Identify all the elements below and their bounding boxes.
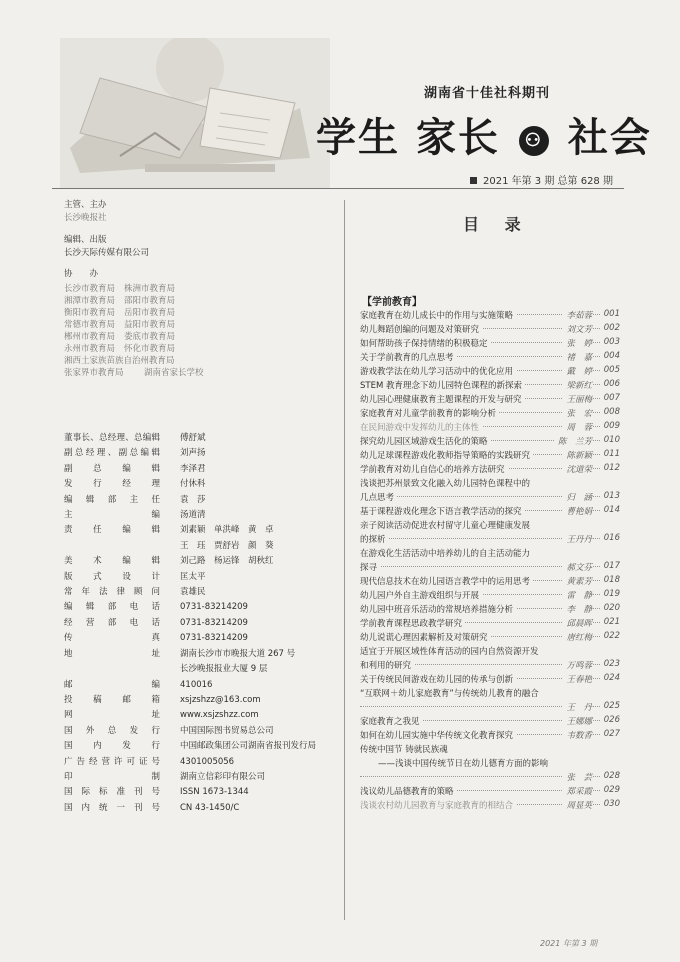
toc-entry[interactable] <box>360 323 620 337</box>
co-sponsor-label: 协 办 <box>64 269 99 279</box>
toc-entry-page: 022 <box>601 631 620 641</box>
staff-row <box>64 431 334 446</box>
toc-entry-title: 游戏教学法在幼儿学习活动中的优化应用 <box>360 365 516 377</box>
toc-entry[interactable] <box>360 505 620 519</box>
co-sponsor-list <box>64 284 314 380</box>
toc-entry-title: 家庭教育对儿童学前教育的影响分析 <box>360 407 499 419</box>
staff-value: 傅舒斌 <box>180 433 206 443</box>
staff-value: www.xsjzshzz.com <box>180 710 259 721</box>
publication-badge: 湖南省十佳社科期刊 <box>424 86 551 101</box>
toc-entry-page: 026 <box>601 715 620 725</box>
magazine-title <box>316 106 652 163</box>
toc-entry[interactable] <box>360 659 620 673</box>
toc-entry[interactable] <box>360 407 620 421</box>
toc-entry[interactable] <box>360 743 620 757</box>
toc-entry-title: 幼儿园心理健康教育主题课程的开发与研究 <box>360 393 525 405</box>
toc-entry-page: 005 <box>601 365 620 375</box>
co-sponsor-row: 长沙市教育局 株洲市教育局 <box>64 284 176 294</box>
page-footer: 2021 年第 3 期 <box>540 939 598 948</box>
staff-role: 地址 <box>64 648 160 659</box>
toc-entry-author: 韦数香 <box>563 729 592 741</box>
staff-role: 国内发行 <box>64 741 160 752</box>
staff-value: 410016 <box>180 679 213 690</box>
toc-entry[interactable] <box>360 533 620 547</box>
toc-entry-title: 幼儿舞蹈创编的问题及对策研究 <box>360 323 482 335</box>
toc-entry[interactable] <box>360 435 620 449</box>
toc-entry-page: 018 <box>601 575 620 585</box>
toc-entry[interactable] <box>360 673 620 687</box>
toc-entry-page: 006 <box>601 379 620 389</box>
toc-entry-title: 幼儿园中班音乐活动的常规培养措施分析 <box>360 603 516 615</box>
toc-entry-author: 沈道荣 <box>563 463 592 475</box>
staff-value: 0731-83214209 <box>180 633 248 644</box>
title-part-society: 社会 <box>567 114 652 161</box>
staff-role: 国外总发行 <box>64 725 160 736</box>
staff-role: 责任编辑 <box>64 525 160 536</box>
toc-entry-page: 004 <box>601 351 620 361</box>
toc-entry[interactable] <box>360 421 620 435</box>
toc-entry-page: 011 <box>601 449 620 459</box>
publisher-label: 编辑、出版 <box>64 235 107 245</box>
toc-entry-page: 001 <box>601 309 620 319</box>
toc-entry-title: 传统中国节 铸就民族魂 <box>360 743 451 755</box>
staff-role: 美术编辑 <box>64 556 160 567</box>
staff-row <box>64 755 334 770</box>
toc-entry[interactable] <box>360 337 620 351</box>
co-sponsor-row: 郴州市教育局 娄底市教育局 <box>64 332 176 342</box>
toc-entry-author: 张 婷 <box>563 337 592 349</box>
staff-row <box>64 616 334 631</box>
staff-value: xsjzshzz@163.com <box>180 694 261 705</box>
staff-role: 国际标准刊号 <box>64 787 160 798</box>
toc-entry-author: 王丽梅 <box>563 393 592 405</box>
toc-entry-author: 梁新红 <box>563 379 592 391</box>
toc-entry-author: 周 蓉 <box>563 421 592 433</box>
square-bullet-icon <box>470 177 477 184</box>
toc-entry[interactable] <box>360 575 620 589</box>
toc-entry[interactable] <box>360 547 620 561</box>
toc-entry-author: 万鸣蓉 <box>563 659 592 671</box>
staff-value: 4301005056 <box>180 756 235 767</box>
issue-number: 2021 年第 3 期 总第 628 期 <box>483 176 613 187</box>
toc-entry-page: 029 <box>601 785 620 795</box>
toc-entry-page: 021 <box>601 617 620 627</box>
toc-entry[interactable] <box>360 589 620 603</box>
toc-entry-title: 几点思考 <box>360 491 397 503</box>
toc-entry[interactable] <box>360 715 620 729</box>
staff-value: 付休科 <box>180 479 206 490</box>
staff-role: 印制 <box>64 771 160 782</box>
staff-value: 中国邮政集团公司湖南省报刊发行局 <box>180 741 317 752</box>
staff-role: 网址 <box>64 710 160 721</box>
staff-row <box>64 770 334 785</box>
toc-entry-title: 浅议幼儿品德教育的策略 <box>360 785 457 797</box>
toc-entry-page: 025 <box>601 701 620 711</box>
toc-entry-title: 和利用的研究 <box>360 659 414 671</box>
co-sponsor-row: 永州市教育局 怀化市教育局 <box>64 344 176 354</box>
toc-entry-title: 如何在幼儿园实施中华传统文化教育探究 <box>360 729 516 741</box>
staff-value: 汤道清 <box>180 510 206 521</box>
toc-entry-title: 幼儿足球课程游戏化教师指导策略的实践研究 <box>360 449 533 461</box>
staff-value: 中国国际图书贸易总公司 <box>180 725 274 736</box>
toc-entry[interactable] <box>360 477 620 491</box>
toc-entry[interactable] <box>360 645 620 659</box>
staff-row <box>64 600 334 615</box>
staff-row <box>64 585 334 600</box>
staff-row <box>64 523 334 538</box>
staff-role: 传真 <box>64 633 160 644</box>
toc-entry-page: 010 <box>601 435 620 445</box>
staff-role: 发行经理 <box>64 479 160 490</box>
toc-list <box>360 309 620 813</box>
header-divider <box>52 188 624 189</box>
sponsor-value: 长沙晚报社 <box>64 213 107 223</box>
toc-entry-author: 邱晨晖 <box>563 617 592 629</box>
toc-entry-author: 王丹丹 <box>563 533 592 545</box>
toc-entry-page: 013 <box>601 491 620 501</box>
staff-value: 湖南长沙市市晚报大道 267 号 <box>180 648 296 659</box>
co-sponsor-row: 湘西土家族苗族自治州教育局 <box>64 356 175 366</box>
toc-entry[interactable] <box>360 799 620 813</box>
toc-entry-page: 020 <box>601 603 620 613</box>
cover-illustration <box>60 38 330 188</box>
sponsor-label: 主管、主办 <box>64 200 107 210</box>
staff-row <box>64 662 334 677</box>
toc-entry[interactable] <box>360 379 620 393</box>
toc-entry-title: 家庭教育在幼儿成长中的作用与实施策略 <box>360 309 516 321</box>
staff-value: 刘素颖 单洪峰 黄 卓 <box>180 525 274 536</box>
toc-entry-title: 探寻 <box>360 561 380 573</box>
staff-role: 版式设计 <box>64 571 160 582</box>
toc-entry-title: 基于课程游戏化理念下语言教学活动的探究 <box>360 505 525 517</box>
toc-entry-author: 郑采霞 <box>563 785 592 797</box>
smiley-icon: ⚇ <box>519 126 549 156</box>
staff-value: CN 43-1450/C <box>180 802 240 813</box>
toc-entry[interactable] <box>360 631 620 645</box>
toc-entry-author: 褚 嘉 <box>563 351 592 363</box>
toc-entry-author: 王 丹 <box>563 701 592 713</box>
toc-entry-page: 028 <box>601 771 620 781</box>
staff-value: 王 珏 贾舒岩 颜 葵 <box>180 540 274 551</box>
toc-entry-page: 019 <box>601 589 620 599</box>
staff-row <box>64 647 334 662</box>
toc-entry-author: 郝文芬 <box>563 561 592 573</box>
staff-value: 匡太平 <box>180 571 206 582</box>
staff-role: 副总经理、副总编辑 <box>64 448 160 459</box>
toc-entry-author: 李茹蓉 <box>563 309 592 321</box>
toc-entry[interactable] <box>360 617 620 631</box>
toc-entry-page: 030 <box>601 799 620 809</box>
toc-entry-title: 在民间游戏中发挥幼儿的主体性 <box>360 421 482 433</box>
staff-value: ISSN 1673-1344 <box>180 787 249 798</box>
toc-entry[interactable] <box>360 449 620 463</box>
toc-entry-title: STEM 教育理念下幼儿园特色课程的新探索 <box>360 379 525 391</box>
staff-list <box>64 431 334 816</box>
toc-entry-page: 017 <box>601 561 620 571</box>
toc-entry-page: 009 <box>601 421 620 431</box>
co-sponsor-row: 衡阳市教育局 岳阳市教育局 <box>64 308 176 318</box>
toc-entry[interactable] <box>360 463 620 477</box>
toc-entry-page: 008 <box>601 407 620 417</box>
toc-entry-author: 曹艳娟 <box>563 505 592 517</box>
toc-entry-author: 张 宏 <box>563 407 592 419</box>
toc-entry-author: 王娜娜 <box>563 715 592 727</box>
toc-entry-title: 在游戏化生活活动中培养幼儿的自主活动能力 <box>360 547 533 559</box>
staff-row <box>64 462 334 477</box>
toc-entry-title: 如何帮助孩子保持情绪的积极稳定 <box>360 337 491 349</box>
toc-entry-title: 学前教育课程思政教学研究 <box>360 617 465 629</box>
toc-entry[interactable] <box>360 393 620 407</box>
toc-entry[interactable] <box>360 491 620 505</box>
toc-entry-author: 刘文芳 <box>563 323 592 335</box>
co-sponsor-row: 湘潭市教育局 邵阳市教育局 <box>64 296 176 306</box>
toc-entry-page: 012 <box>601 463 620 473</box>
toc-entry-author: 雷 静 <box>563 589 592 601</box>
staff-role: 副总编辑 <box>64 463 160 474</box>
issue-info <box>470 172 613 187</box>
toc-entry[interactable] <box>360 309 620 323</box>
staff-role: 广告经营许可证号 <box>64 756 160 767</box>
toc-entry-page: 003 <box>601 337 620 347</box>
toc-entry-title: 亲子阅读活动促进农村留守儿童心理健康发展 <box>360 519 533 531</box>
staff-row <box>64 477 334 492</box>
staff-row <box>64 554 334 569</box>
staff-value: 袁 莎 <box>180 494 206 505</box>
toc-entry-title: 关于传统民间游戏在幼儿园的传承与创新 <box>360 673 516 685</box>
staff-role: 国内统一刊号 <box>64 802 160 813</box>
toc-entry-page: 024 <box>601 673 620 683</box>
staff-role: 邮编 <box>64 679 160 690</box>
section-heading: 【学前教育】 <box>362 297 422 308</box>
staff-value: 长沙晚报报业大厦 9 层 <box>180 664 268 675</box>
toc-entry-title: 学前教育对幼儿自信心的培养方法研究 <box>360 463 508 475</box>
toc-entry-page: 014 <box>601 505 620 515</box>
toc-entry-author: 黄素芳 <box>563 575 592 587</box>
staff-row <box>64 539 334 554</box>
toc-entry[interactable] <box>360 687 620 701</box>
toc-entry-title: 探究幼儿园区域游戏生活化的策略 <box>360 435 491 447</box>
staff-row <box>64 493 334 508</box>
co-sponsor-row: 常德市教育局 益阳市教育局 <box>64 320 176 330</box>
toc-entry-author: 陈 兰芳 <box>555 435 592 447</box>
toc-entry-author: 戴 婷 <box>563 365 592 377</box>
title-part-students: 学生 <box>316 114 400 161</box>
toc-entry-page: 027 <box>601 729 620 739</box>
toc-entry-author: 唐红梅 <box>563 631 592 643</box>
toc-entry-title: 适宜于开展区域性体育活动的园内自然资源开发 <box>360 645 542 657</box>
toc-entry-title: 浅谈把苏州景致文化融入幼儿园特色课程中的 <box>360 477 533 489</box>
staff-role: 经营部电话 <box>64 617 160 628</box>
toc-entry-title: 现代信息技术在幼儿园语言教学中的运用思考 <box>360 575 533 587</box>
toc-entry[interactable] <box>360 729 620 743</box>
toc-entry-author: 李 静 <box>563 603 592 615</box>
toc-entry[interactable] <box>360 519 620 533</box>
staff-value: 0731-83214209 <box>180 617 248 628</box>
toc-entry-title: 幼儿说谎心理因素解析及对策研究 <box>360 631 491 643</box>
toc-entry[interactable] <box>360 603 620 617</box>
toc-entry-title: “互联网＋幼儿家庭教育”与传统幼儿教育的融合 <box>360 687 542 699</box>
toc-entry[interactable] <box>360 757 620 771</box>
toc-entry[interactable] <box>360 701 620 715</box>
staff-row <box>64 508 334 523</box>
toc-entry-title: 幼儿园户外自主游戏组织与开展 <box>360 589 482 601</box>
staff-role: 董事长、总经理、总编辑 <box>64 433 160 443</box>
toc-entry-author: 张 芸 <box>563 771 592 783</box>
toc-entry-author: 王春艳 <box>563 673 592 685</box>
staff-value: 湖南立信彩印有限公司 <box>180 771 266 782</box>
staff-row <box>64 693 334 708</box>
staff-row <box>64 570 334 585</box>
staff-value: 李泽君 <box>180 463 206 474</box>
toc-entry-title: 的探析 <box>360 533 389 545</box>
toc-entry-author: 陈新颖 <box>563 449 592 461</box>
title-part-parents: 家长 <box>415 114 500 161</box>
toc-entry-page: 016 <box>601 533 620 543</box>
staff-row <box>64 724 334 739</box>
toc-entry-title: 关于学前教育的几点思考 <box>360 351 457 363</box>
staff-row <box>64 785 334 800</box>
staff-value: 袁雄民 <box>180 587 206 598</box>
toc-title: 目 录 <box>463 215 531 234</box>
staff-role: 编辑部主任 <box>64 494 160 505</box>
staff-value: 刘声扬 <box>180 448 206 459</box>
staff-row <box>64 739 334 754</box>
toc-entry[interactable] <box>360 785 620 799</box>
staff-row <box>64 801 334 816</box>
staff-role: 编辑部电话 <box>64 602 160 613</box>
toc-entry-author: 归 涵 <box>563 491 592 503</box>
co-sponsor-row: 张家界市教育局 湖南省家长学校 <box>64 368 204 378</box>
toc-entry[interactable] <box>360 365 620 379</box>
staff-role: 主编 <box>64 510 160 521</box>
staff-value: 刘己路 杨运锋 胡秋红 <box>180 556 274 567</box>
staff-row <box>64 708 334 723</box>
staff-value: 0731-83214209 <box>180 602 248 613</box>
publisher-value: 长沙天际传媒有限公司 <box>64 248 150 258</box>
staff-role: 常年法律顾问 <box>64 587 160 598</box>
toc-entry-author: 周显英 <box>563 799 592 811</box>
staff-row <box>64 446 334 461</box>
toc-entry-page: 002 <box>601 323 620 333</box>
staff-role: 投稿邮箱 <box>64 694 160 705</box>
toc-entry-title: 浅谈农村幼儿园教育与家庭教育的相结合 <box>360 799 516 811</box>
staff-row <box>64 631 334 646</box>
toc-entry-title: 家庭教育之我见 <box>360 715 423 727</box>
toc-entry-title: ——浅谈中国传统节日在幼儿德育方面的影响 <box>378 757 551 769</box>
toc-entry[interactable] <box>360 351 620 365</box>
toc-entry-page: 007 <box>601 393 620 403</box>
toc-entry[interactable] <box>360 561 620 575</box>
toc-entry[interactable] <box>360 771 620 785</box>
column-divider <box>344 200 345 920</box>
staff-row <box>64 678 334 693</box>
toc-entry-page: 023 <box>601 659 620 669</box>
